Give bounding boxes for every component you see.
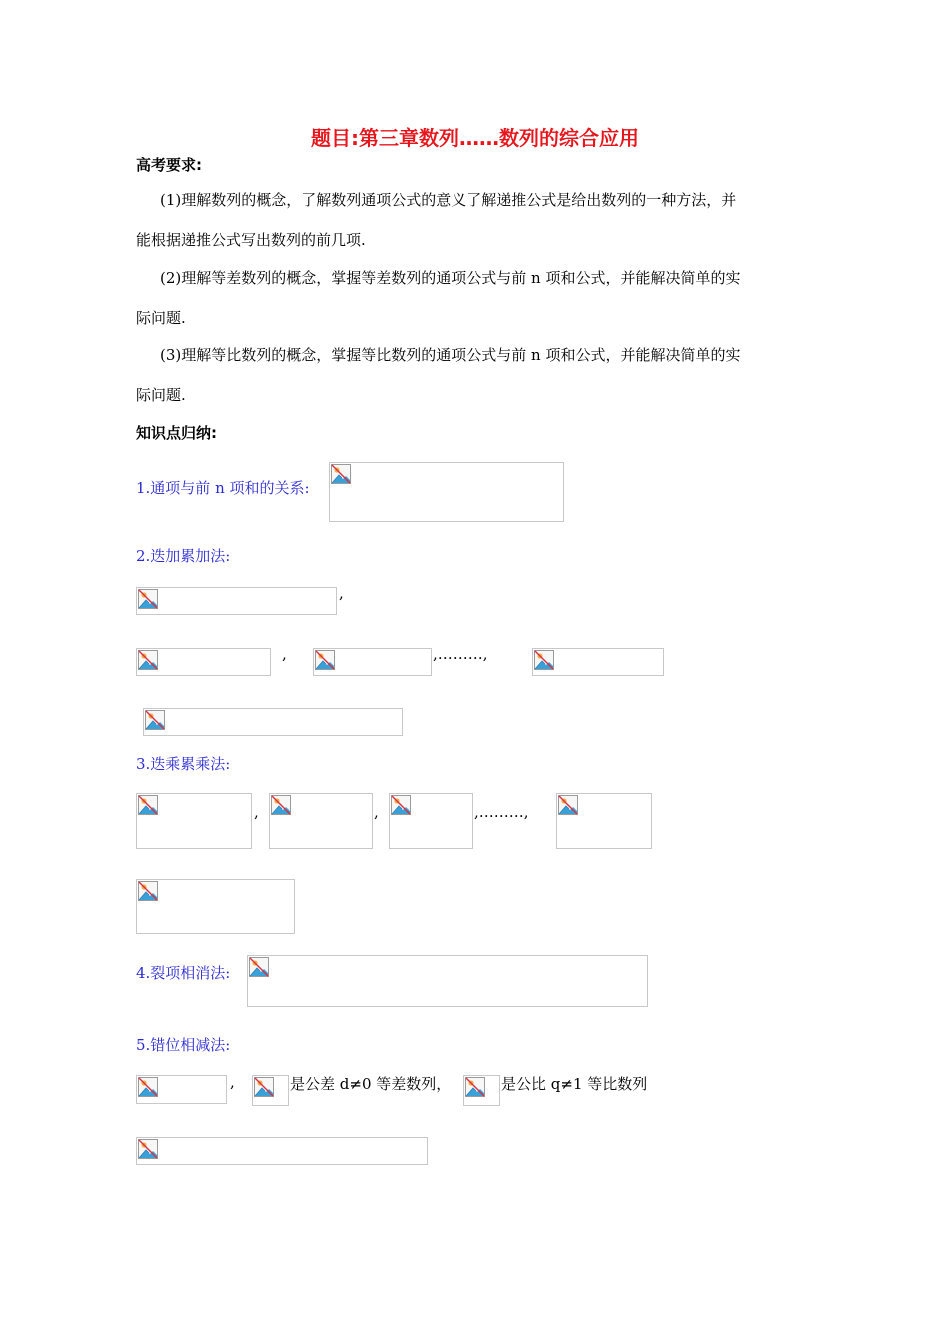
requirement-1-line1: (1)理解数列的概念，了解数列通项公式的意义了解递推公式是给出数列的一种方法，并 [160, 191, 737, 209]
broken-image-icon [138, 589, 158, 609]
broken-image-icon [249, 957, 269, 977]
formula-image [389, 793, 473, 849]
separator: , [339, 584, 344, 602]
item-4-label: 4.裂项相消法: [136, 964, 231, 982]
formula-image [252, 1075, 289, 1106]
ellipsis-separator: ,………, [474, 803, 529, 821]
broken-image-icon [145, 710, 165, 730]
ellipsis-separator: ,………, [433, 645, 488, 663]
separator: , [374, 803, 379, 821]
item-1-label: 1.通项与前 n 项和的关系: [136, 479, 310, 497]
item-2-label: 2.迭加累加法: [136, 547, 231, 565]
broken-image-icon [138, 650, 158, 670]
broken-image-icon [138, 1077, 158, 1097]
broken-image-icon [391, 795, 411, 815]
formula-image [143, 708, 403, 736]
broken-image-icon [465, 1077, 485, 1097]
formula-image [136, 1137, 428, 1165]
formula-image [313, 648, 432, 676]
formula-image [136, 879, 295, 934]
requirement-2-line1: (2)理解等差数列的概念，掌握等差数列的通项公式与前 n 项和公式，并能解决简单的实 [160, 269, 741, 287]
formula-image [136, 793, 252, 849]
broken-image-icon [558, 795, 578, 815]
formula-image [556, 793, 652, 849]
formula-image [247, 955, 648, 1007]
broken-image-icon [138, 795, 158, 815]
separator: , [230, 1073, 235, 1091]
requirement-3-line1: (3)理解等比数列的概念，掌握等比数列的通项公式与前 n 项和公式，并能解决简单的实 [160, 346, 741, 364]
arithmetic-sequence-note: 是公差 d≠0 等差数列， [290, 1075, 452, 1093]
broken-image-icon [138, 881, 158, 901]
broken-image-icon [138, 1139, 158, 1159]
requirements-heading: 高考要求: [136, 156, 202, 174]
knowledge-heading: 知识点归纳: [136, 424, 217, 442]
broken-image-icon [331, 464, 351, 484]
formula-image [532, 648, 664, 676]
formula-image [136, 587, 337, 615]
item-3-label: 3.迭乘累乘法: [136, 755, 231, 773]
broken-image-icon [534, 650, 554, 670]
broken-image-icon [315, 650, 335, 670]
broken-image-icon [271, 795, 291, 815]
formula-image [136, 648, 271, 676]
requirement-3-line2: 际问题. [136, 386, 186, 404]
separator: , [282, 645, 287, 663]
requirement-1-line2: 能根据递推公式写出数列的前几项. [136, 231, 366, 249]
formula-image [136, 1075, 227, 1104]
requirement-2-line2: 际问题. [136, 309, 186, 327]
formula-image [463, 1075, 500, 1106]
page-title: 题目:第三章数列……数列的综合应用 [311, 126, 639, 150]
broken-image-icon [254, 1077, 274, 1097]
formula-image [269, 793, 373, 849]
separator: , [254, 803, 259, 821]
geometric-sequence-note: 是公比 q≠1 等比数列 [501, 1075, 648, 1093]
formula-image [329, 462, 564, 522]
item-5-label: 5.错位相减法: [136, 1036, 231, 1054]
